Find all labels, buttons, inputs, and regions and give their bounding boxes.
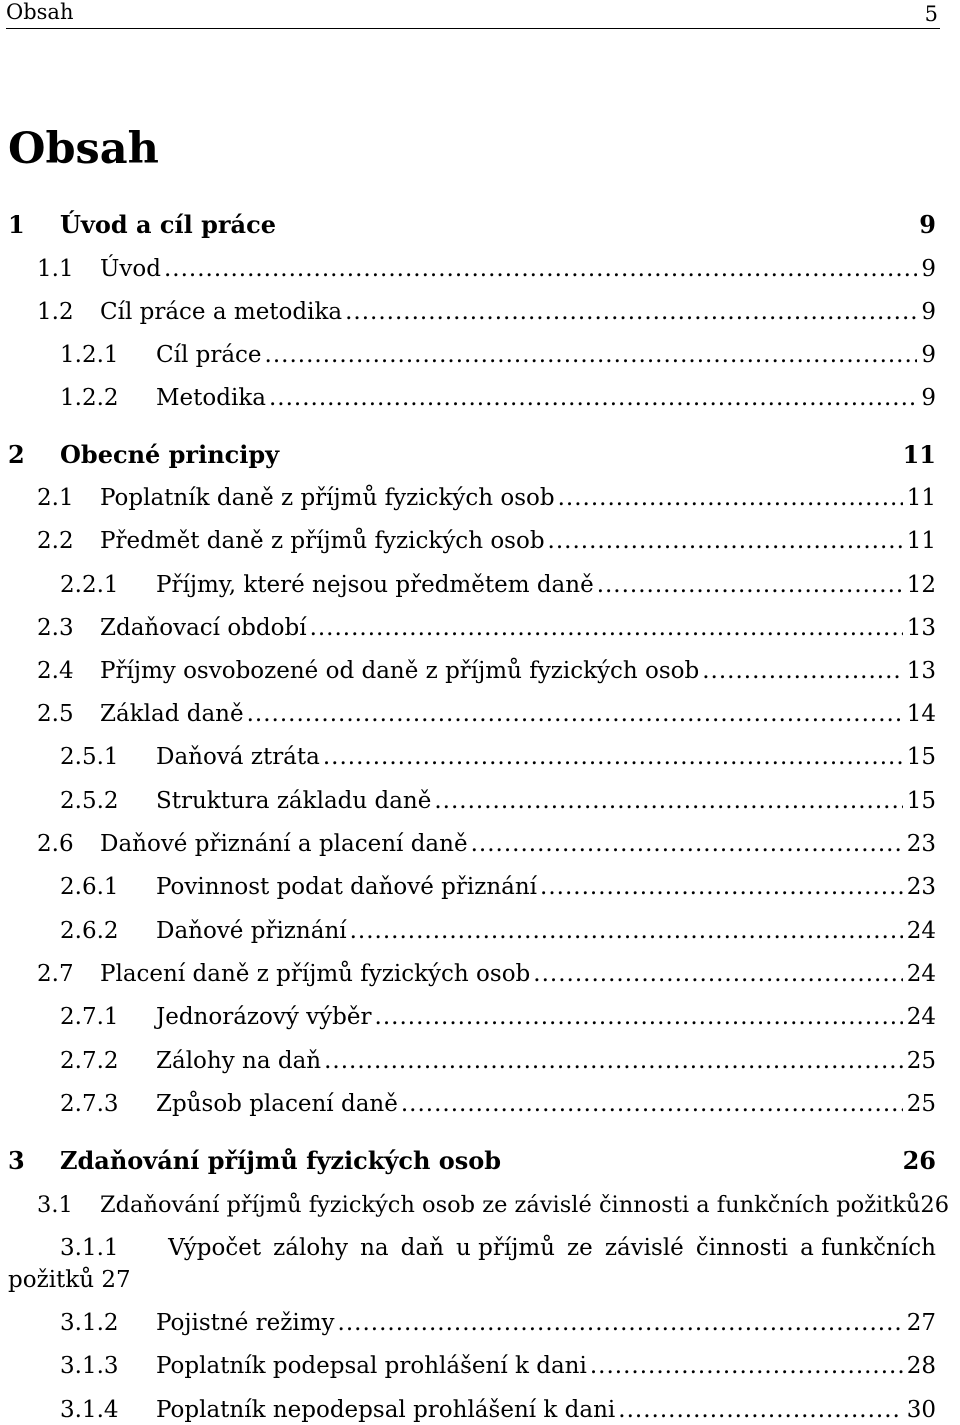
toc-dot-leader <box>324 1048 903 1076</box>
toc-entry-title: Úvod <box>100 256 161 283</box>
toc-dot-leader <box>434 788 902 816</box>
toc-entry-page: 23 <box>906 874 936 901</box>
toc-entry-page: 26 <box>920 1192 950 1218</box>
toc-entry-title-word: závislé <box>604 1235 684 1261</box>
toc-entry-page: 27 <box>101 1267 131 1293</box>
toc-dot-leader <box>164 256 917 284</box>
toc-entry[interactable] <box>60 1349 936 1381</box>
toc-dot-leader <box>338 1310 903 1338</box>
toc-entry-title: Zdaňovací období <box>100 615 307 642</box>
toc-dot-leader <box>471 831 903 859</box>
toc-entry-title: Příjmy, které nejsou předmětem daně <box>156 572 594 599</box>
toc-dot-leader <box>558 485 903 513</box>
toc-entry[interactable] <box>37 524 936 556</box>
toc-entry-page: 25 <box>906 1091 936 1118</box>
toc-entry-title-word: u příjmů <box>456 1235 555 1261</box>
toc-dot-leader <box>269 385 917 413</box>
toc-entry[interactable] <box>60 1087 936 1119</box>
toc-entry-number: 2.1 <box>37 485 74 512</box>
toc-entry-number: 2.2 <box>37 528 74 555</box>
toc-entry-page: 25 <box>906 1048 936 1075</box>
toc-entry-title: Povinnost podat daňové přiznání <box>156 874 538 901</box>
toc-entry-page: 9 <box>921 299 936 326</box>
toc-entry-page: 28 <box>906 1353 936 1380</box>
toc-entry-page: 9 <box>919 210 936 240</box>
toc-dot-leader <box>702 658 902 686</box>
toc-dot-leader <box>401 1091 903 1119</box>
toc-entry-page: 13 <box>906 658 936 685</box>
toc-entry-page: 24 <box>906 1004 936 1031</box>
toc-entry-title: Způsob placení daně <box>156 1091 398 1118</box>
toc-dot-leader <box>345 299 917 327</box>
toc-entry-number: 2.7 <box>37 961 74 988</box>
toc-dot-leader <box>350 918 903 946</box>
toc-entry-number: 2.2.1 <box>60 572 119 599</box>
toc-entry-title: Cíl práce a metodika <box>100 299 343 326</box>
toc-entry-number: 1.1 <box>37 256 74 283</box>
toc-entry-title: Zdaňování příjmů fyzických osob <box>60 1146 502 1176</box>
toc-entry-title: Daňové přiznání <box>156 918 347 945</box>
toc-entry[interactable] <box>37 295 936 327</box>
toc-entry[interactable] <box>60 740 936 772</box>
toc-entry-page: 24 <box>906 918 936 945</box>
toc-entry-number: 1.2.1 <box>60 342 119 369</box>
toc-entry-title: Daňová ztráta <box>156 744 320 771</box>
toc-entry-title: Poplatník nepodepsal prohlášení k dani <box>156 1397 616 1424</box>
toc-entry-page: 9 <box>921 342 936 369</box>
toc-dot-leader <box>323 744 903 772</box>
toc-entry[interactable] <box>37 252 936 284</box>
toc-entry-number: 2.6.2 <box>60 918 119 945</box>
toc-entry-page: 11 <box>906 528 936 555</box>
toc-entry[interactable] <box>37 654 936 686</box>
toc-entry-page: 15 <box>906 744 936 771</box>
toc-entry-number: 1.2 <box>37 299 74 326</box>
toc-entry[interactable] <box>60 870 936 902</box>
toc-entry-title: Poplatník daně z příjmů fyzických osob <box>100 485 555 512</box>
running-header-title: Obsah <box>6 0 74 24</box>
toc-entry-title-word: a funkčních <box>800 1235 936 1261</box>
toc-entry-title-word: daň <box>400 1235 444 1261</box>
page-title: Obsah <box>8 124 159 174</box>
toc-entry-number: 2.6 <box>37 831 74 858</box>
toc-entry-page: 13 <box>906 615 936 642</box>
toc-entry-page: 30 <box>906 1397 936 1424</box>
toc-entry-title: Předmět daně z příjmů fyzických osob <box>100 528 545 555</box>
toc-dot-leader <box>265 342 918 370</box>
toc-entry-page: 9 <box>921 385 936 412</box>
toc-entry-number: 2.7.2 <box>60 1048 119 1075</box>
toc-entry[interactable] <box>37 611 936 643</box>
toc-entry[interactable] <box>60 381 936 413</box>
toc-chapter[interactable] <box>8 438 936 470</box>
toc-entry-title-word: ze <box>567 1235 593 1261</box>
running-header <box>6 0 940 29</box>
toc-dot-leader <box>247 701 903 729</box>
toc-entry-page: 11 <box>902 440 936 470</box>
toc-entry-title: Zdaňování příjmů fyzických osob ze závislé činnosti a funkčních požitků <box>100 1192 921 1218</box>
toc-entry-title: Jednorázový výběr <box>156 1004 372 1031</box>
toc-entry[interactable] <box>37 827 936 859</box>
toc-entry[interactable] <box>8 1232 936 1296</box>
toc-entry-page: 27 <box>906 1310 936 1337</box>
toc-entry-title: Cíl práce <box>156 342 262 369</box>
toc-entry-page: 11 <box>906 485 936 512</box>
toc-entry-title: Poplatník podepsal prohlášení k dani <box>156 1353 587 1380</box>
toc-entry[interactable] <box>60 784 936 816</box>
toc-entry-title: Příjmy osvobozené od daně z příjmů fyzických osob <box>100 658 700 685</box>
toc-entry-number: 3 <box>8 1146 25 1176</box>
toc-entry-number: 3.1.4 <box>60 1397 119 1424</box>
toc-entry-title: Pojistné režimy <box>156 1310 335 1337</box>
toc-entry-number: 3.1.3 <box>60 1353 119 1380</box>
toc-entry-number: 2.7.1 <box>60 1004 119 1031</box>
toc-entry-page: 23 <box>906 831 936 858</box>
toc-entry-title: Struktura základu daně <box>156 788 432 815</box>
toc-entry[interactable] <box>37 481 936 513</box>
toc-entry[interactable] <box>37 957 936 989</box>
running-header-page-number: 5 <box>924 2 938 26</box>
toc-entry[interactable] <box>60 338 936 370</box>
toc-entry-title: Daňové přiznání a placení daně <box>100 831 468 858</box>
toc-entry-title: Základ daně <box>100 701 244 728</box>
toc-entry-number: 2 <box>8 440 25 470</box>
toc-entry-number: 2.5 <box>37 701 74 728</box>
toc-entry-title-word: Výpočet <box>168 1235 262 1261</box>
toc-entry[interactable] <box>37 697 936 729</box>
toc-entry-number: 3.1 <box>37 1192 73 1218</box>
toc-chapter[interactable] <box>8 208 936 240</box>
toc-entry-page: 26 <box>902 1146 936 1176</box>
toc-entry-title: Placení daně z příjmů fyzických osob <box>100 961 531 988</box>
toc-entry[interactable] <box>60 1000 936 1032</box>
toc-entry[interactable] <box>60 1306 936 1338</box>
toc-entry[interactable] <box>60 568 936 600</box>
toc-entry-page: 9 <box>921 256 936 283</box>
toc-entry-title-word: zálohy <box>273 1235 348 1261</box>
toc-entry-title: Zálohy na daň <box>156 1048 322 1075</box>
toc-entry-title: Obecné principy <box>60 440 280 470</box>
toc-dot-leader <box>533 961 902 989</box>
toc-entry-number: 2.6.1 <box>60 874 119 901</box>
toc-entry-title-word: požitků <box>8 1267 95 1293</box>
toc-entry-number: 2.3 <box>37 615 74 642</box>
toc-entry-page: 24 <box>906 961 936 988</box>
toc-entry-number: 2.5.2 <box>60 788 119 815</box>
toc-entry-number: 2.5.1 <box>60 744 119 771</box>
toc-entry-title-word: činnosti <box>695 1235 788 1261</box>
toc-entry-number: 3.1.1 <box>60 1235 119 1261</box>
toc-entry-number: 2.4 <box>37 658 74 685</box>
toc-dot-leader <box>310 615 903 643</box>
toc-entry-title-word: na <box>360 1235 389 1261</box>
toc-entry-title: Metodika <box>156 385 266 412</box>
toc-entry[interactable] <box>37 1187 960 1219</box>
toc-chapter[interactable] <box>8 1144 936 1176</box>
toc-entry-number: 1.2.2 <box>60 385 119 412</box>
toc-entry-page: 15 <box>906 788 936 815</box>
toc-entry[interactable] <box>60 1393 936 1425</box>
toc-dot-leader <box>540 874 903 902</box>
toc-dot-leader <box>618 1397 902 1425</box>
toc-dot-leader <box>590 1353 903 1381</box>
toc-dot-leader <box>375 1004 903 1032</box>
toc-entry-number: 2.7.3 <box>60 1091 119 1118</box>
toc-entry-title: Úvod a cíl práce <box>60 210 276 240</box>
toc-dot-leader <box>597 572 903 600</box>
toc-entry-number: 1 <box>8 210 25 240</box>
toc-entry-page: 12 <box>906 572 936 599</box>
toc-dot-leader <box>548 528 903 556</box>
toc-entry-page: 14 <box>906 701 936 728</box>
toc-entry-number: 3.1.2 <box>60 1310 119 1337</box>
toc-entry[interactable] <box>60 1044 936 1076</box>
toc-entry[interactable] <box>60 914 936 946</box>
